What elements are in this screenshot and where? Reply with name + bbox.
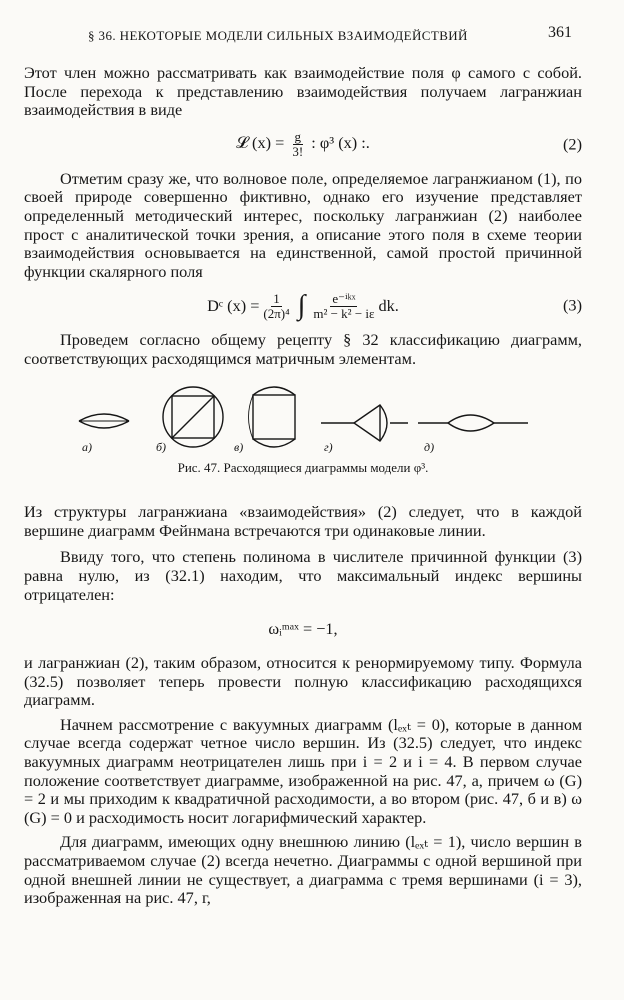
paragraph-8: Для диаграмм, имеющих одну внешнюю линию (lₑₓₜ = 1), число вершин в рассматриваемом случае (2) всегда нечетно. Диаграммы с одной вершиной при одной внешней линии не существует, а диаграмма с тремя вершинами (i = 3), изображенная на рис. 47, г, [24,832,582,908]
eq3-number: (3) [563,296,582,316]
eq3-lhs: Dᶜ (x) = [207,296,260,316]
label-e: д) [424,439,435,453]
paragraph-3: Проведем согласно общему рецепту § 32 классификацию диаграмм, соответствующих расходящимся матричным элементам. [24,330,582,368]
eq3-frac2-num: e⁻ⁱᵏˣ [332,290,356,306]
eq3-frac1-den: (2π)⁴ [263,305,290,321]
eq2-frac-num: g [294,129,302,145]
equation-3 [24,291,582,321]
label-d: г) [324,439,333,453]
eq3-frac1-num: 1 [273,290,280,306]
diagram-b [163,387,223,447]
page-body [24,64,582,908]
eq2-rhs: : φ³ (x) :. [311,133,370,153]
page-number: 361 [548,24,572,41]
figure-47 [24,383,582,478]
diagram-a [79,414,129,428]
feynman-diagrams [24,383,582,453]
label-a: а) [82,439,92,453]
paragraph-6: и лагранжиан (2), таким образом, относится к ренормируемому типу. Формула (32.5) позволяет теперь провести полную классификацию расходящихся диаграмм. [24,653,582,710]
paragraph-7: Начнем рассмотрение с вакуумных диаграмм (lₑₓₜ = 0), которые в данном случае всегда содержат четное число вершин. Из (32.5) следует, что индекс вакуумных диаграмм неотрицателен лишь при i = 2 и i = 4. В первом случае положение соответствует диаграмме, изображенной на рис. 47, а, причем ω (G) = 2 и мы приходим к квадратичной расходимости, а во втором (рис. 47, б и в) ω (G) = 0 и расходимость носит логарифмический характер. [24,714,582,827]
label-b: б) [156,439,167,453]
omega-max-formula: ωᵢᵐᵃˣ = −1, [268,618,338,638]
paragraph-4: Из структуры лагранжиана «взаимодействия» (2) следует, что в каждой вершине диаграмм Фейнмана встречаются три одинаковые линии. [24,502,582,540]
paragraph-2: Отметим сразу же, что волновое поле, определяемое лагранжианом (1), по своей природе совершенно фиктивно, однако его изучение представляет определенный методический интерес, поскольку лагранжиан (2) наиболее прост с аналитической точки зрения, а описание этого поля в схеме теории взаимодействия основывается на единственной, самой простой причинной функции скалярного поля [24,168,582,281]
diagram-e [418,415,528,431]
diagram-c [249,387,296,447]
eq2-lhs: 𝓛 (x) = [236,133,285,153]
eq3-tail: dk. [378,296,399,316]
eq3-fraction-1 [261,292,291,321]
equation-omega [24,614,582,644]
running-head: § 36. НЕКОТОРЫЕ МОДЕЛИ СИЛЬНЫХ ВЗАИМОДЕЙСТВИЙ [88,28,468,43]
eq3-fraction-2 [311,292,376,321]
label-c: в) [234,439,244,453]
eq2-number: (2) [563,134,582,154]
integral-sign: ∫ [297,290,306,322]
diagram-d [321,405,408,441]
eq3-frac2-den: m² − k² − iε [313,305,375,321]
paragraph-1: Этот член можно рассматривать как взаимодействие поля φ самого с собой. После перехода к представлению взаимодействия получаем лагранжиан взаимодействия в виде [24,63,582,120]
page-header [0,22,624,50]
equation-2 [24,130,582,160]
figure-caption: Рис. 47. Расходящиеся диаграммы модели φ³. [177,459,429,475]
eq2-frac-den: 3! [292,144,304,160]
eq2-fraction [290,130,305,159]
paragraph-5: Ввиду того, что степень полинома в числителе причинной функции (3) равна нулю, из (32.1) находим, что максимальный индекс вершины отрицателен: [24,547,582,604]
